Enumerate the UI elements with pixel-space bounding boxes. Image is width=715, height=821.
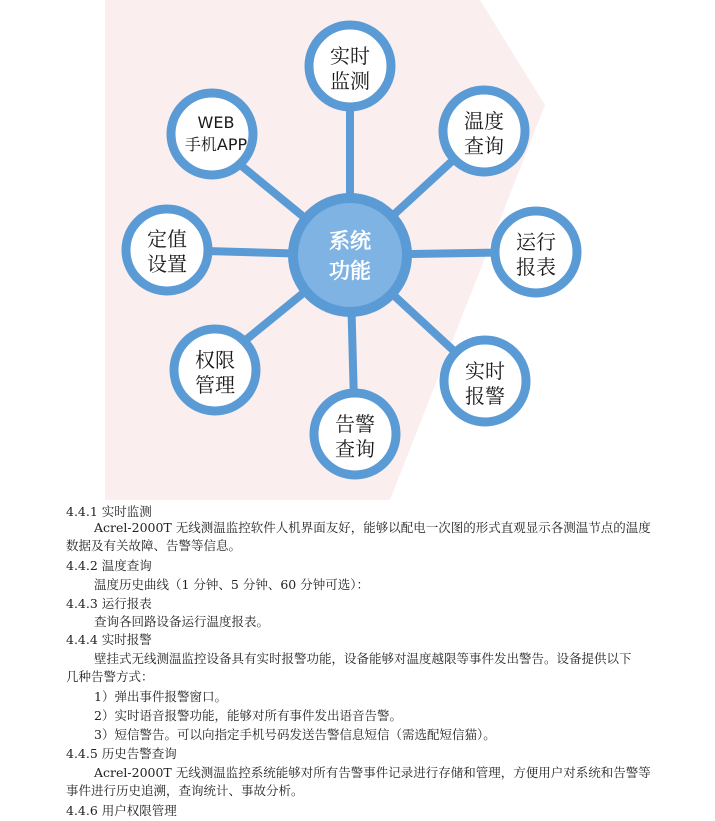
node-setpoint-line1: 定值 (147, 227, 187, 251)
node-realtime-alarm-line2: 报警 (465, 384, 505, 408)
node-realtime-monitor-line1: 实时 (330, 44, 370, 68)
node-realtime-monitor (309, 25, 391, 107)
section-4-4-3-paragraph: 查询各回路设备运行温度报表。 (94, 614, 270, 629)
node-alarm-query (314, 393, 396, 475)
section-4-4-3-heading: 4.4.3 运行报表 (66, 596, 152, 611)
section-4-4-5-paragraph-line2: 事件进行历史追溯，查询统计、事故分析。 (66, 783, 304, 798)
section-4-4-4-paragraph-line1: 壁挂式无线测温监控设备具有实时报警功能，设备能够对温度越限等事件发出警告。设备提供以下 (94, 651, 632, 666)
section-4-4-4-item1: 1）弹出事件报警窗口。 (94, 689, 227, 704)
node-realtime-monitor-line2: 监测 (330, 69, 370, 93)
section-4-4-2-paragraph: 温度历史曲线（1 分钟、5 分钟、60 分钟可选）： (94, 577, 369, 592)
node-alarm-query-line2: 查询 (335, 437, 375, 461)
node-temp-query (443, 90, 525, 172)
node-permission-mgmt (174, 329, 256, 411)
node-web-app (171, 93, 253, 175)
center-node (288, 193, 412, 317)
node-realtime-alarm (444, 340, 526, 422)
section-4-4-4-item3: 3）短信警告。可以向指定手机号码发送告警信息短信（需选配短信猫）。 (94, 727, 496, 742)
node-setpoint-line2: 设置 (147, 252, 187, 276)
node-run-report-line2: 报表 (516, 255, 556, 279)
node-web-app-line1: WEB (197, 113, 235, 132)
node-temp-query-line2: 查询 (464, 134, 504, 158)
section-4-4-1-paragraph-line1: Acrel-2000T 无线测温监控软件人机界面友好，能够以配电一次图的形式直观显示各测温节点的温度 (94, 520, 651, 535)
section-4-4-2-heading: 4.4.2 温度查询 (66, 558, 152, 573)
section-4-4-5-paragraph-line1: Acrel-2000T 无线测温监控系统能够对所有告警事件记录进行存储和管理，方便用户对系统和告警等 (94, 765, 651, 780)
center-line1: 系统 (329, 229, 371, 253)
node-run-report (495, 211, 577, 293)
node-temp-query-line1: 温度 (464, 109, 504, 133)
section-4-4-1-paragraph-line2: 数据及有关故障、告警等信息。 (66, 538, 242, 553)
node-setpoint (126, 209, 208, 291)
node-permission-mgmt-line2: 管理 (195, 373, 235, 397)
section-4-4-6-heading: 4.4.6 用户权限管理 (66, 803, 177, 818)
node-realtime-alarm-line1: 实时 (465, 359, 505, 383)
center-line2: 功能 (329, 259, 371, 283)
node-alarm-query-line1: 告警 (335, 412, 375, 436)
section-4-4-4-item2: 2）实时语音报警功能，能够对所有事件发出语音告警。 (94, 708, 402, 723)
section-4-4-5-heading: 4.4.5 历史告警查询 (66, 746, 177, 761)
node-permission-mgmt-line1: 权限 (195, 348, 235, 372)
node-run-report-line1: 运行 (516, 230, 556, 254)
node-web-app-line2: 手机APP (184, 135, 248, 154)
section-4-4-1-heading: 4.4.1 实时监测 (66, 504, 152, 519)
section-4-4-4-heading: 4.4.4 实时报警 (66, 632, 152, 647)
section-4-4-4-paragraph-line2: 几种告警方式： (66, 669, 154, 684)
